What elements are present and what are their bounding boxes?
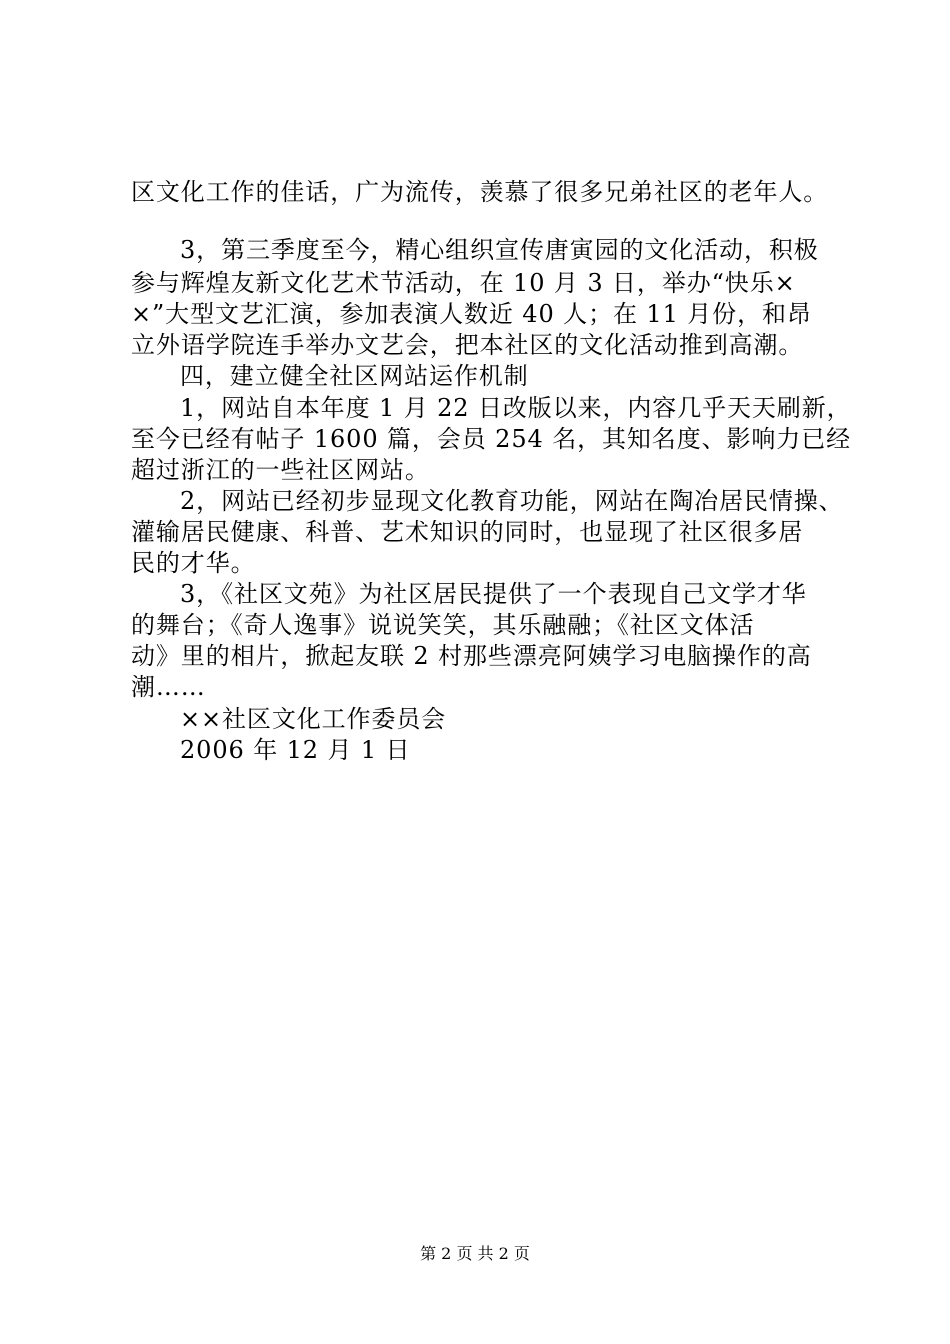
text-line: 3，《社区文苑》为社区居民提供了一个表现自己文学才华 [180,580,807,608]
text-line: 参与辉煌友新文化艺术节活动，在 10 月 3 日，举办“快乐× [131,269,796,297]
page-number-footer: 第 2 页 共 2 页 [420,1244,530,1263]
signature-date: 2006 年 12 月 1 日 [180,736,411,764]
text-line: 超过浙江的一些社区网站。 [131,456,430,484]
text-line: 灌输居民健康、科普、艺术知识的同时，也显现了社区很多居 [131,518,804,546]
section-heading: 四，建立健全社区网站运作机制 [180,362,529,390]
text-line: 至今已经有帖子 1600 篇，会员 254 名，其知名度、影响力已经 [131,425,852,453]
text-line: 立外语学院连手举办文艺会，把本社区的文化活动推到高潮。 [131,331,804,359]
text-line: ×”大型文艺汇演，参加表演人数近 40 人；在 11 月份，和昂 [131,300,812,328]
signature-organization: ××社区文化工作委员会 [180,705,447,733]
text-line: 的舞台；《奇人逸事》说说笑笑，其乐融融；《社区文体活 [131,611,755,639]
text-line: 1，网站自本年度 1 月 22 日改版以来，内容几乎天天刷新， [180,394,852,422]
text-line: 民的才华。 [131,549,256,577]
text-line: 2，网站已经初步显现文化教育功能，网站在陶冶居民情操、 [180,487,844,515]
text-line: 区文化工作的佳话，广为流传，羡慕了很多兄弟社区的老年人。 [131,178,829,206]
text-line: 动》里的相片，掀起友联 2 村那些漂亮阿姨学习电脑操作的高 [131,642,812,670]
text-line: 3，第三季度至今，精心组织宣传唐寅园的文化活动，积极 [180,236,819,264]
text-line: 潮…… [131,673,206,701]
